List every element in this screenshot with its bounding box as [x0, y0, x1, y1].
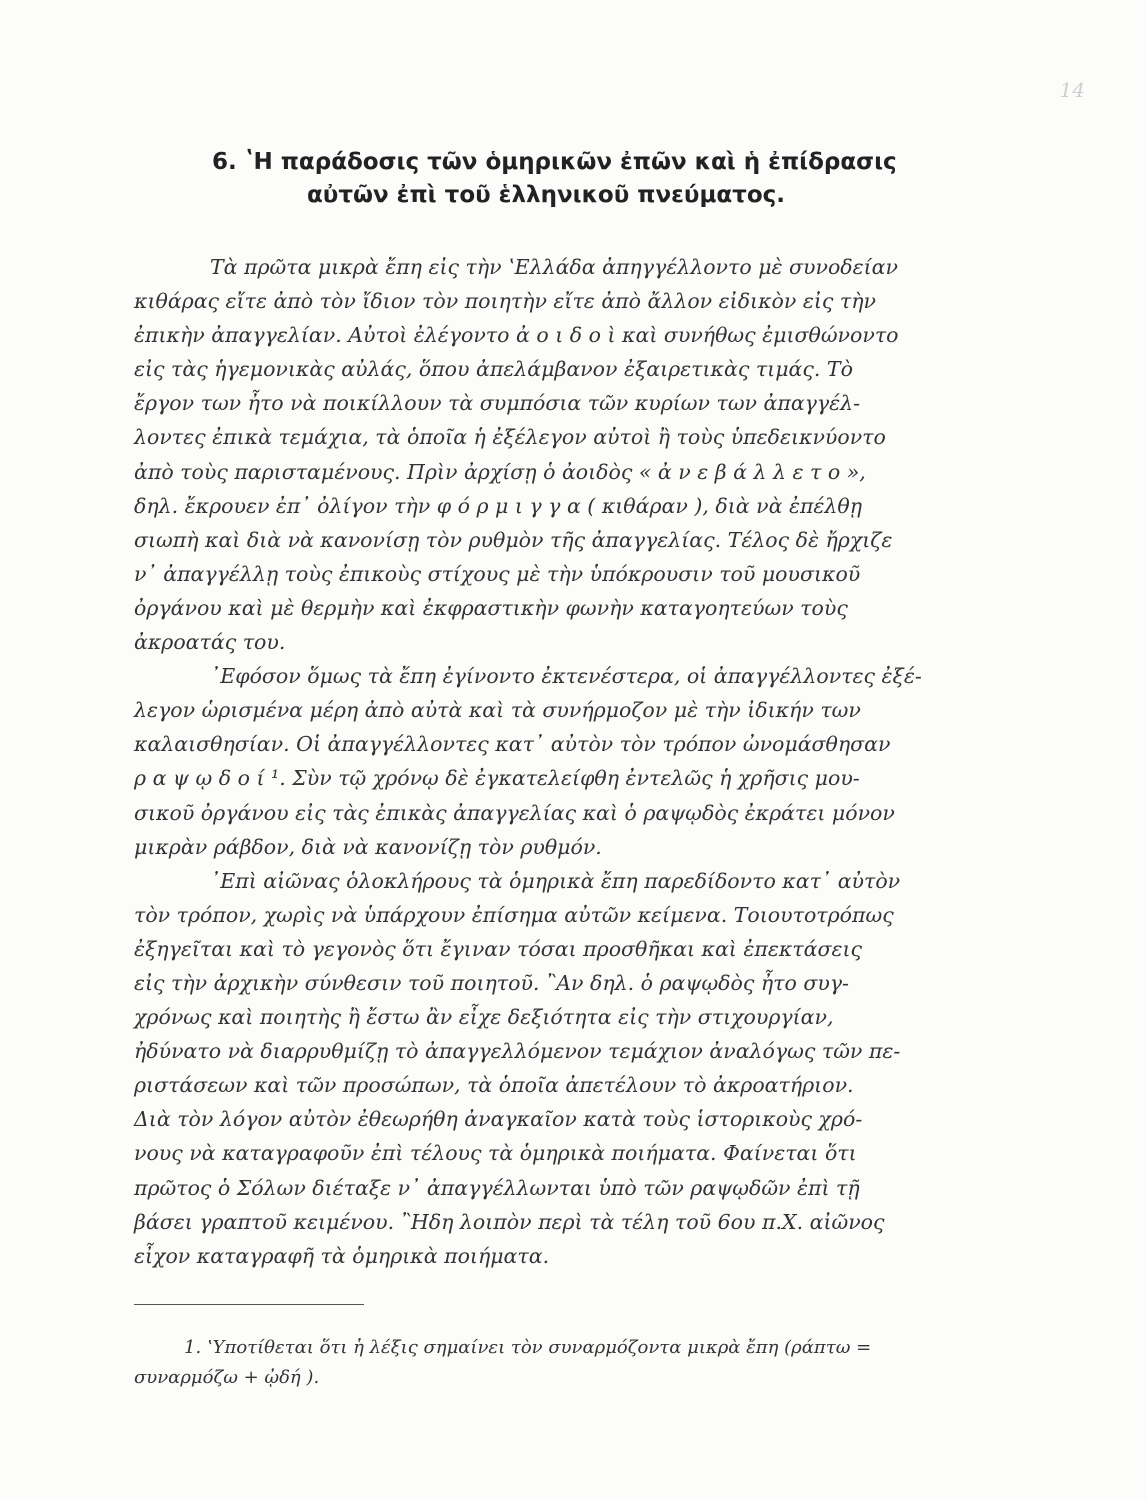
text-line: ᾽Εφόσον ὅμως τὰ ἔπη ἐγίνοντο ἐκτενέστερα, οἱ ἀπαγγέλλοντες ἐξέ-	[210, 664, 922, 689]
text-line: ἐξηγεῖται καὶ τὸ γεγονὸς ὅτι ἔγιναν τόσαι προσθῆκαι καὶ ἐπεκτάσεις	[134, 936, 862, 961]
text-line: ριστάσεων καὶ τῶν προσώπων, τὰ ὁποῖα ἀπετέλουν τὸ ἀκροατήριον.	[134, 1073, 854, 1098]
text-line: εἰς τὰς ἡγεμονικὰς αὐλάς, ὅπου ἀπελάμβανον ἐξαιρετικὰς τιμάς. Τὸ	[134, 357, 853, 382]
text-line: λοντες ἐπικὰ τεμάχια, τὰ ὁποῖα ἡ ἐξέλεγον αὐτοὶ ἢ τοὺς ὑπεδεικνύοντο	[134, 425, 886, 450]
body-text	[134, 250, 964, 1273]
section-heading	[212, 146, 922, 212]
text-line: εἶχον καταγραφῆ τὰ ὁμηρικὰ ποιήματα.	[134, 1243, 550, 1268]
text-line: ὀργάνου καὶ μὲ θερμὴν καὶ ἐκφραστικὴν φωνὴν καταγοητεύων τοὺς	[134, 595, 848, 620]
text-line: ἠδύνατο νὰ διαρρυθμίζῃ τὸ ἀπαγγελλόμενον τεμάχιον ἀναλόγως τῶν πε-	[134, 1039, 901, 1064]
text-line: εἰς τὴν ἀρχικὴν σύνθεσιν τοῦ ποιητοῦ. ῍Αν δηλ. ὁ ραψῳδὸς ἦτο συγ-	[134, 970, 849, 995]
text-line: ν᾽ ἀπαγγέλλῃ τοὺς ἐπικοὺς στίχους μὲ τὴν ὑπόκρουσιν τοῦ μουσικοῦ	[134, 561, 861, 586]
text-line: ἐπικὴν ἀπαγγελίαν. Αὐτοὶ ἐλέγοντο ἀ ο ι δ ο ὶ καὶ συνήθως ἐμισθώνοντο	[134, 323, 899, 348]
footnote	[134, 1333, 964, 1393]
text-line: ἀπὸ τοὺς παρισταμένους. Πρὶν ἀρχίσῃ ὁ ἀοιδὸς « ἀ ν ε β ά λ λ ε τ ο »,	[134, 459, 866, 484]
section-heading-line-1: 6. ʽΗ παράδοσις τῶν ὁμηρικῶν ἐπῶν καὶ ἡ ἐπίδρασις	[212, 149, 897, 175]
text-line: ἀκροατάς του.	[134, 630, 286, 655]
text-line: ἔργον των ἦτο νὰ ποικίλλουν τὰ συμπόσια τῶν κυρίων των ἀπαγγέλ-	[134, 391, 861, 416]
text-line: Τὰ πρῶτα μικρὰ ἔπη εἰς τὴν ʽΕλλάδα ἀπηγγέλλοντο μὲ συνοδείαν	[210, 255, 898, 279]
text-line: Διὰ τὸν λόγον αὐτὸν ἐθεωρήθη ἀναγκαῖον κατὰ τοὺς ἱστορικοὺς χρό-	[134, 1107, 863, 1132]
footnote-divider	[134, 1304, 364, 1305]
text-line: λεγον ὡρισμένα μέρη ἀπὸ αὐτὰ καὶ τὰ συνήρμοζον μὲ τὴν ἰδικήν των	[134, 698, 861, 723]
text-line: πρῶτος ὁ Σόλων διέταξε ν᾽ ἀπαγγέλλωνται ὑπὸ τῶν ραψῳδῶν ἐπὶ τῇ	[134, 1175, 860, 1200]
text-line: μικρὰν ράβδον, διὰ νὰ κανονίζῃ τὸν ρυθμόν.	[134, 834, 602, 859]
text-line: σικοῦ ὀργάνου εἰς τὰς ἐπικὰς ἀπαγγελίας καὶ ὁ ραψῳδὸς ἐκράτει μόνον	[134, 800, 895, 825]
text-line: τὸν τρόπον, χωρὶς νὰ ὑπάρχουν ἐπίσημα αὐτῶν κείμενα. Τοιουτοτρόπως	[134, 902, 894, 927]
text-line: κιθάρας εἴτε ἀπὸ τὸν ἴδιον τὸν ποιητὴν εἴτε ἀπὸ ἄλλον εἰδικὸν εἰς τὴν	[134, 289, 876, 314]
text-line: σιωπὴ καὶ διὰ νὰ κανονίσῃ τὸν ρυθμὸν τῆς ἀπαγγελίας. Τέλος δὲ ἤρχιζε	[134, 527, 893, 552]
text-line: νους νὰ καταγραφοῦν ἐπὶ τέλους τὰ ὁμηρικὰ ποιήματα. Φαίνεται ὅτι	[134, 1141, 857, 1166]
footnote-line: συναρμόζω + ᾠδή ).	[134, 1367, 320, 1388]
text-line: δηλ. ἔκρουεν ἐπ᾽ ὀλίγον τὴν φ ό ρ μ ι γ γ α ( κιθάραν ), διὰ νὰ ἐπέλθῃ	[134, 493, 863, 518]
page-number: 14	[1059, 78, 1085, 102]
text-line: ᾽Επὶ αἰῶνας ὁλοκλήρους τὰ ὁμηρικὰ ἔπη παρεδίδοντο κατ᾽ αὐτὸν	[210, 868, 901, 893]
text-line: βάσει γραπτοῦ κειμένου. ῍Ηδη λοιπὸν περὶ τὰ τέλη τοῦ 6ου π.Χ. αἰῶνος	[134, 1209, 885, 1234]
section-heading-line-2: αὐτῶν ἐπὶ τοῦ ἑλληνικοῦ πνεύματος.	[307, 182, 786, 208]
text-line: χρόνως καὶ ποιητὴς ἢ ἔστω ἂν εἶχε δεξιότητα εἰς τὴν στιχουργίαν,	[134, 1005, 834, 1030]
text-line: καλαισθησίαν. Οἱ ἀπαγγέλλοντες κατ᾽ αὐτὸν τὸν τρόπον ὠνομάσθησαν	[134, 732, 891, 757]
text-line: ρ α ψ ῳ δ ο ί ¹. Σὺν τῷ χρόνῳ δὲ ἐγκατελείφθη ἐντελῶς ἡ χρῆσις μου-	[134, 766, 860, 791]
footnote-line: 1. ʽΥποτίθεται ὅτι ἡ λέξις σημαίνει τὸν συναρμόζοντα μικρὰ ἔπη (ράπτω =	[184, 1337, 872, 1358]
